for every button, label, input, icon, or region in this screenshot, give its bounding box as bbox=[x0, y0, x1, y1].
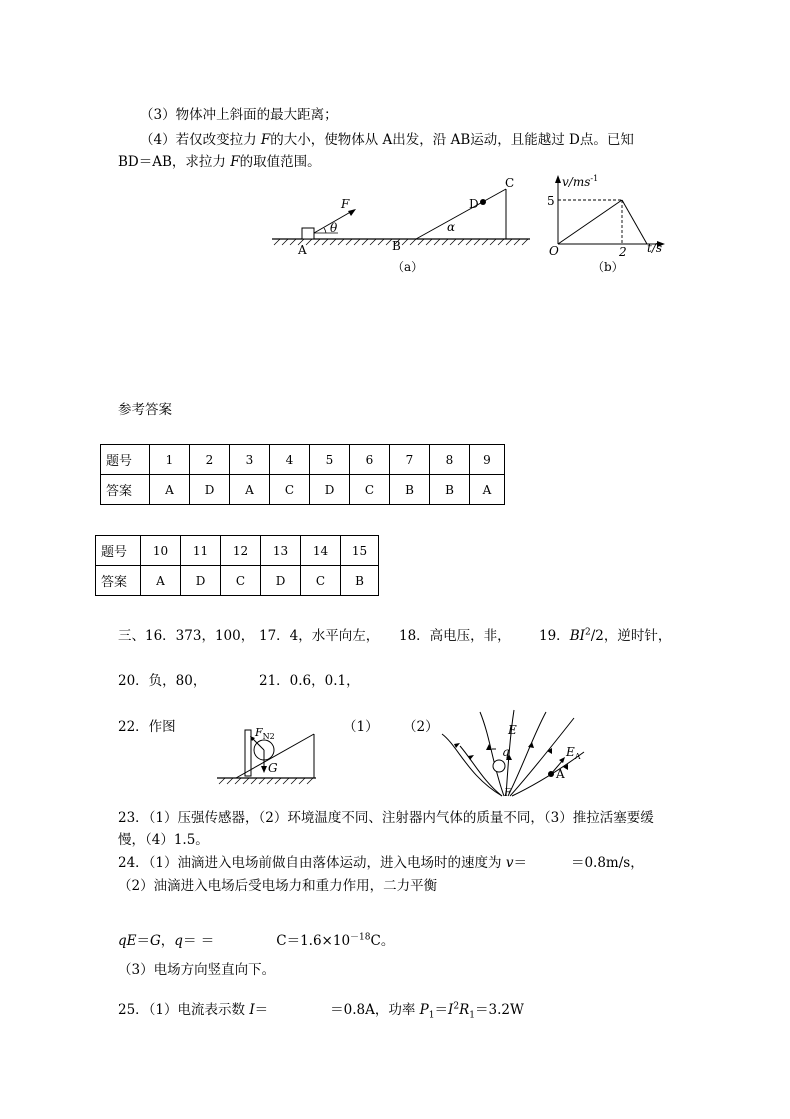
answer-24-line4: （3）电场方向竖直向下。 bbox=[118, 962, 276, 978]
table-cell: 10 bbox=[141, 536, 181, 566]
answer-22-part2: （2） bbox=[403, 719, 439, 735]
label-alpha: α bbox=[447, 220, 456, 234]
figure-22-force-diagram bbox=[214, 720, 324, 788]
table-cell: C bbox=[301, 566, 341, 596]
table-cell: A bbox=[150, 475, 190, 505]
table-cell: D bbox=[310, 475, 350, 505]
table-cell: 6 bbox=[350, 445, 390, 475]
t-axis-label: t/s bbox=[647, 241, 663, 255]
answer-table-2 bbox=[95, 535, 379, 596]
question-4: （4）若仅改变拉力 F的大小，使物体从 A出发，沿 AB运动，且能越过 D点。已知 bbox=[140, 132, 634, 148]
table-cell: A bbox=[141, 566, 181, 596]
table-row bbox=[101, 475, 505, 505]
table-cell: 12 bbox=[221, 536, 261, 566]
label-EA: $E_A$ bbox=[566, 745, 581, 761]
label-B: B bbox=[392, 239, 401, 253]
table-cell: 5 bbox=[310, 445, 350, 475]
label-D: D bbox=[469, 197, 479, 211]
answer-20: 20．负，80， bbox=[118, 673, 207, 689]
figure-22-field-lines bbox=[438, 706, 598, 802]
figure-b-vt-graph bbox=[538, 172, 673, 277]
table-row bbox=[96, 536, 379, 566]
question-3: （3）物体冲上斜面的最大距离； bbox=[140, 107, 338, 123]
answer-24-line1: 24．（1）油滴进入电场前做自由落体运动，进入电场时的速度为 v＝ ＝0.8m/s， bbox=[118, 855, 644, 871]
label-E: E bbox=[508, 723, 517, 737]
answer-21: 21．0.6，0.1， bbox=[259, 673, 360, 689]
label-C: C bbox=[505, 176, 515, 190]
table-cell: A bbox=[470, 475, 505, 505]
table-cell: 1 bbox=[150, 445, 190, 475]
answer-23-line1: 23．（1）压强传感器，（2）环境温度不同、注射器内气体的质量不同，（3）推拉活塞要缓 bbox=[118, 810, 654, 826]
answer-19: 19．$BI^2/2$，逆时针， bbox=[539, 627, 672, 644]
table-cell: 2 bbox=[190, 445, 230, 475]
question-4-line2: BD＝AB，求拉力 F的取值范围。 bbox=[118, 154, 321, 170]
answer-17: 17．4，水平向左， bbox=[259, 628, 380, 644]
table-cell: C bbox=[221, 566, 261, 596]
table-cell: C bbox=[270, 475, 310, 505]
caption-b: （b） bbox=[592, 260, 624, 274]
table-cell: 9 bbox=[470, 445, 505, 475]
table-cell: 15 bbox=[341, 536, 379, 566]
label-G: G bbox=[268, 761, 278, 775]
label-A: A bbox=[298, 243, 307, 257]
table-cell: 13 bbox=[261, 536, 301, 566]
table-header-cell: 题号 bbox=[101, 445, 150, 475]
answer-24-line2: （2）油滴进入电场后受电场力和重力作用，二力平衡 bbox=[118, 878, 438, 894]
table-cell: 14 bbox=[301, 536, 341, 566]
label-theta: θ bbox=[330, 221, 338, 235]
table-cell: A bbox=[230, 475, 270, 505]
table-row bbox=[101, 445, 505, 475]
table-cell: 11 bbox=[181, 536, 221, 566]
origin-label: O bbox=[549, 244, 559, 258]
answer-22: 22．作图 bbox=[118, 719, 176, 735]
table-cell: 4 bbox=[270, 445, 310, 475]
label-FN2: $F_{N2}$ bbox=[255, 726, 275, 741]
table-header-cell: 答案 bbox=[101, 475, 150, 505]
table-header-cell: 题号 bbox=[96, 536, 141, 566]
answer-23-line2: 慢，（4）1.5。 bbox=[118, 832, 209, 848]
tick-5: 5 bbox=[547, 194, 555, 208]
tick-2: 2 bbox=[619, 245, 627, 259]
table-cell: D bbox=[181, 566, 221, 596]
table-cell: B bbox=[390, 475, 430, 505]
table-cell: 3 bbox=[230, 445, 270, 475]
table-cell: 7 bbox=[390, 445, 430, 475]
answer-18: 18．高电压，非， bbox=[399, 628, 511, 644]
answer-24-line3: qE＝G，$q= = C=1.6\times 10^{-18}C$。 bbox=[118, 932, 395, 949]
label-A: A bbox=[556, 767, 565, 781]
label-F: F bbox=[341, 197, 350, 211]
table-cell: D bbox=[261, 566, 301, 596]
table-cell: B bbox=[430, 475, 470, 505]
answer-table-1 bbox=[100, 444, 505, 505]
answer-25: 25．（1）电流表示数 I＝ ＝0.8A，功率 $P_1=I^2R_1=3.2W$ bbox=[118, 1001, 524, 1021]
table-cell: D bbox=[190, 475, 230, 505]
answers-title: 参考答案 bbox=[118, 402, 172, 418]
table-row bbox=[96, 566, 379, 596]
answer-16: 三、16．373，100， bbox=[118, 628, 255, 644]
table-cell: C bbox=[350, 475, 390, 505]
v-axis-label: $v/ms^{-1}$ bbox=[562, 174, 599, 189]
caption-a: （a） bbox=[392, 260, 424, 274]
figure-a-incline bbox=[268, 172, 538, 277]
label-F: F bbox=[504, 788, 511, 799]
label-q: q bbox=[502, 745, 510, 759]
answer-22-part1: （1） bbox=[343, 719, 379, 735]
table-cell: 8 bbox=[430, 445, 470, 475]
table-cell: B bbox=[341, 566, 379, 596]
table-header-cell: 答案 bbox=[96, 566, 141, 596]
